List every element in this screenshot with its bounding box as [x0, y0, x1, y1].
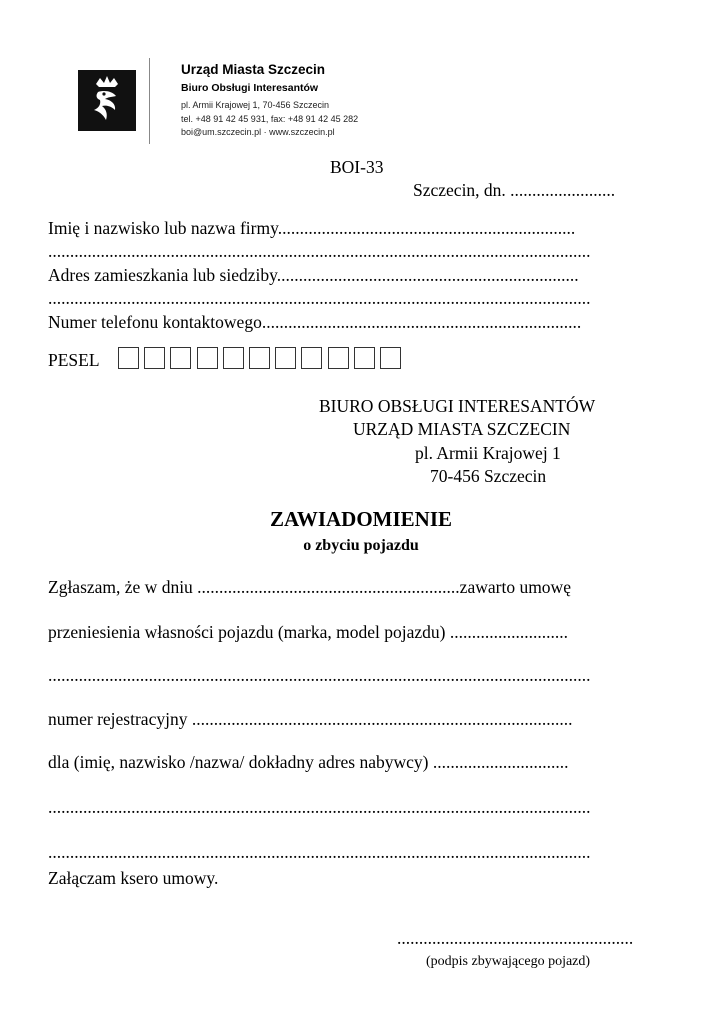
vehicle-make-model-field-continued[interactable]: ............................................................................................................................	[48, 665, 591, 685]
pesel-digit-box[interactable]	[354, 347, 375, 369]
pesel-digit-box[interactable]	[275, 347, 296, 369]
pesel-digit-box[interactable]	[249, 347, 270, 369]
signature-field[interactable]: ......................................................	[397, 928, 634, 948]
phone-field[interactable]: Numer telefonu kontaktowego.........................................................................	[48, 312, 582, 332]
place-date-field[interactable]: Szczecin, dn. ........................	[413, 180, 616, 200]
szczecin-logo	[78, 70, 136, 131]
document-title: ZAWIADOMIENIE	[269, 507, 453, 531]
pesel-digit-box[interactable]	[328, 347, 349, 369]
vehicle-make-model-field[interactable]: przeniesienia własności pojazdu (marka, model pojazdu) ...........................	[48, 622, 568, 642]
address-field[interactable]: Adres zamieszkania lub siedziby.....................................................................	[48, 265, 579, 285]
pesel-label: PESEL	[48, 350, 100, 370]
org-email-web: boi@um.szczecin.pl · www.szczecin.pl	[181, 127, 335, 137]
pesel-digit-box[interactable]	[170, 347, 191, 369]
name-field[interactable]: Imię i nazwisko lub nazwa firmy....................................................................	[48, 218, 576, 238]
registration-number-field[interactable]: numer rejestracyjny .......................................................................................	[48, 709, 573, 729]
recipient-line-2: URZĄD MIASTA SZCZECIN	[353, 419, 571, 439]
buyer-details-field-continued[interactable]: ............................................................................................................................	[48, 797, 591, 817]
griffin-crown-icon	[78, 70, 136, 131]
org-address: pl. Armii Krajowej 1, 70-456 Szczecin	[181, 100, 330, 110]
address-field-continued[interactable]: ............................................................................................................................	[48, 288, 591, 308]
header-divider	[149, 58, 150, 144]
buyer-details-field-continued-2[interactable]: ............................................................................................................................	[48, 842, 591, 862]
form-code: BOI-33	[330, 157, 384, 177]
signature-label: (podpis zbywającego pojazd)	[426, 954, 591, 969]
attachment-note: Załączam ksero umowy.	[48, 868, 219, 888]
sale-date-field[interactable]: Zgłaszam, że w dniu ............................................................zawarto umowę	[48, 577, 571, 597]
recipient-line-3: pl. Armii Krajowej 1	[415, 443, 561, 463]
pesel-digit-box[interactable]	[144, 347, 165, 369]
org-phone-fax: tel. +48 91 42 45 931, fax: +48 91 42 45 282	[181, 114, 359, 124]
pesel-digit-box[interactable]	[118, 347, 139, 369]
pesel-digit-box[interactable]	[380, 347, 401, 369]
pesel-digit-box[interactable]	[301, 347, 322, 369]
document-subtitle: o zbyciu pojazdu	[303, 537, 419, 554]
org-name: Urząd Miasta Szczecin	[181, 62, 326, 77]
buyer-details-field[interactable]: dla (imię, nazwisko /nazwa/ dokładny adres nabywcy) ...............................	[48, 752, 569, 772]
pesel-digit-box[interactable]	[197, 347, 218, 369]
dept-name: Biuro Obsługi Interesantów	[181, 82, 319, 94]
pesel-digit-box[interactable]	[223, 347, 244, 369]
name-field-continued[interactable]: ............................................................................................................................	[48, 241, 591, 261]
recipient-line-1: BIURO OBSŁUGI INTERESANTÓW	[319, 396, 596, 416]
recipient-line-4: 70-456 Szczecin	[430, 466, 547, 486]
